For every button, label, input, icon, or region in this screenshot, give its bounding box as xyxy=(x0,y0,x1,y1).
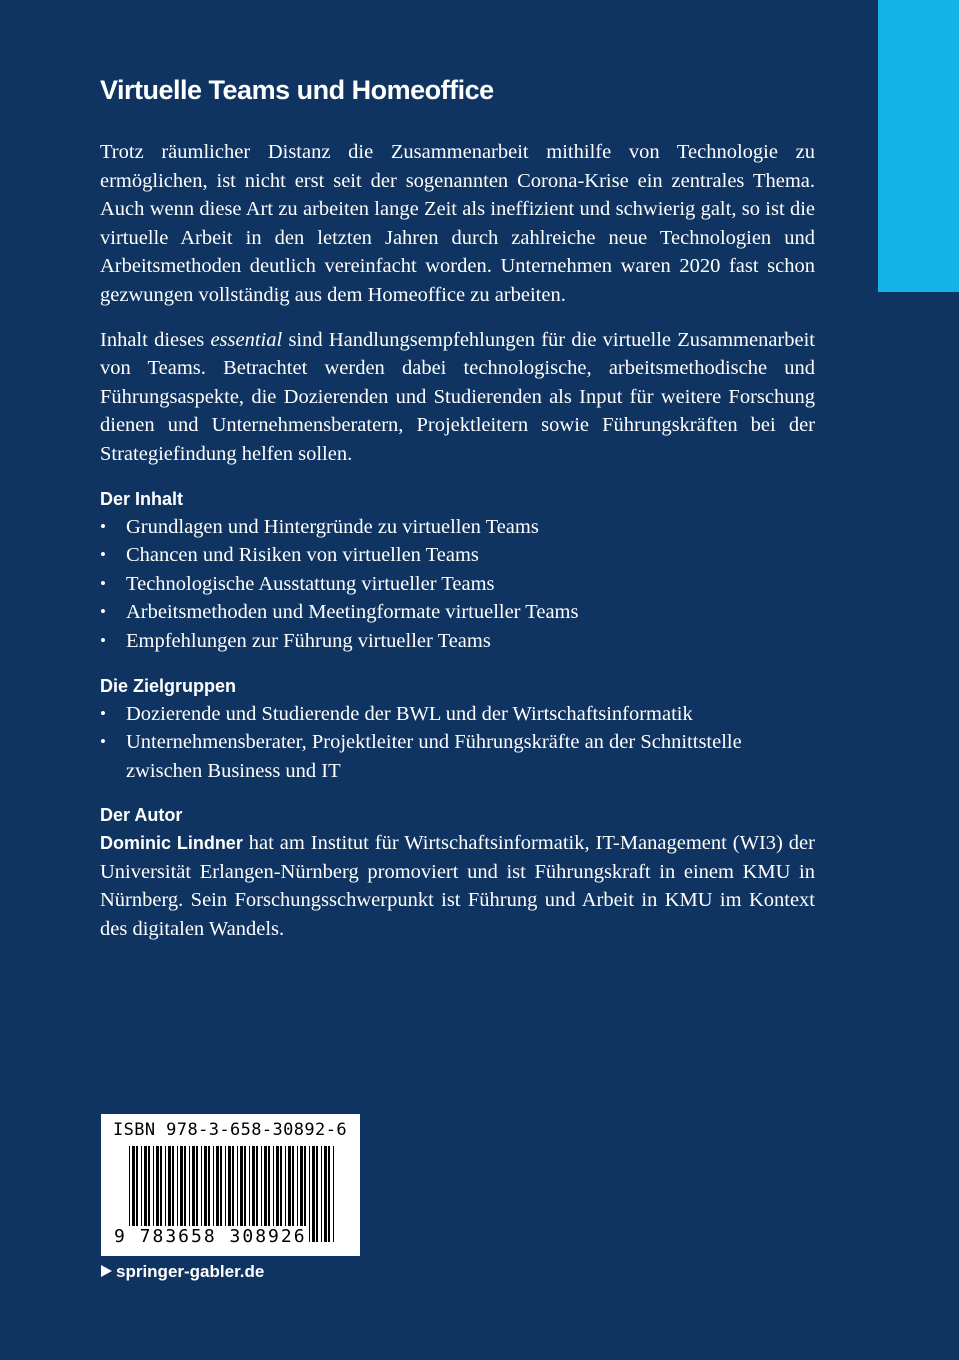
list-item: • Unternehmensberater, Projektleiter und Führungskräfte an der Schnittstelle zwischen Business und IT xyxy=(100,728,815,785)
list-item: • Technologische Ausstattung virtueller Teams xyxy=(100,570,815,599)
zielgruppen-list xyxy=(100,700,815,786)
website-label: springer-gabler.de xyxy=(116,1262,265,1281)
list-item: • Grundlagen und Hintergründe zu virtuellen Teams xyxy=(100,513,815,542)
intro-paragraph: Trotz räumlicher Distanz die Zusammenarbeit mithilfe von Technologie zu ermöglichen, ist nicht erst seit der sogenannten Corona-Krise ein zentrales Thema. Auch wenn diese Art zu arbeiten lange Zeit als ineffizient und schwierig galt, so ist die virtuelle Arbeit in den letzten Jahren durch zahlreiche neue Technologien und Arbeitsmethoden deutlich vereinfacht worden. Unternehmen waren 2020 fast schon gezwungen vollständig aus dem Homeoffice zu arbeiten. xyxy=(100,141,815,306)
arrow-right-icon xyxy=(101,1265,112,1277)
inhalt-heading: Der Inhalt xyxy=(100,488,184,509)
barcode-digits-text: 9 783658 308926 xyxy=(114,1226,307,1247)
autor-heading: Der Autor xyxy=(100,805,183,826)
content-paragraph-emphasis: essential xyxy=(210,328,283,351)
isbn-barcode xyxy=(101,1114,360,1256)
page-title: Virtuelle Teams und Homeoffice xyxy=(100,75,494,105)
isbn-label: ISBN 978-3-658-30892-6 xyxy=(113,1120,347,1140)
accent-bar xyxy=(878,0,959,292)
list-item: • Empfehlungen zur Führung virtueller Teams xyxy=(100,627,815,656)
author-name: Dominic Lindner xyxy=(100,833,243,854)
back-cover-text xyxy=(100,70,815,960)
content-paragraph xyxy=(100,326,815,469)
author-bio: hat am Institut für Wirtschaftsinformatik, IT-Management (WI3) der Universität Erlangen-Nürnberg promoviert und ist Führungskraft in einem KMU in Nürnberg. Sein Forschungsschwerpunkt ist Führung und Arbeit in KMU im Kontext des digitalen Wandels. xyxy=(100,832,815,941)
list-item: • Dozierende und Studierende der BWL und der Wirtschaftsinformatik xyxy=(100,700,815,729)
content-paragraph-start: Inhalt dieses xyxy=(100,328,211,351)
list-item: • Arbeitsmethoden und Meetingformate virtueller Teams xyxy=(100,598,815,627)
barcode-digits xyxy=(113,1226,353,1247)
zielgruppen-heading: Die Zielgruppen xyxy=(100,675,237,696)
inhalt-list xyxy=(100,513,815,656)
list-item: • Chancen und Risiken von virtuellen Teams xyxy=(100,541,815,570)
publisher-website[interactable] xyxy=(101,1262,264,1282)
author-paragraph xyxy=(100,829,815,943)
content-paragraph-end: sind Handlungsempfehlungen für die virtuelle Zusammenarbeit von Teams. Betrachtet werden dabei technologische, arbeitsmethodische und Führungsaspekte, die Dozierenden und Studierenden als Input für weitere Forschung dienen und Unternehmensberatern, Projektleitern sowie Führungskräften bei der Strategiefindung helfen sollen. xyxy=(100,328,815,465)
